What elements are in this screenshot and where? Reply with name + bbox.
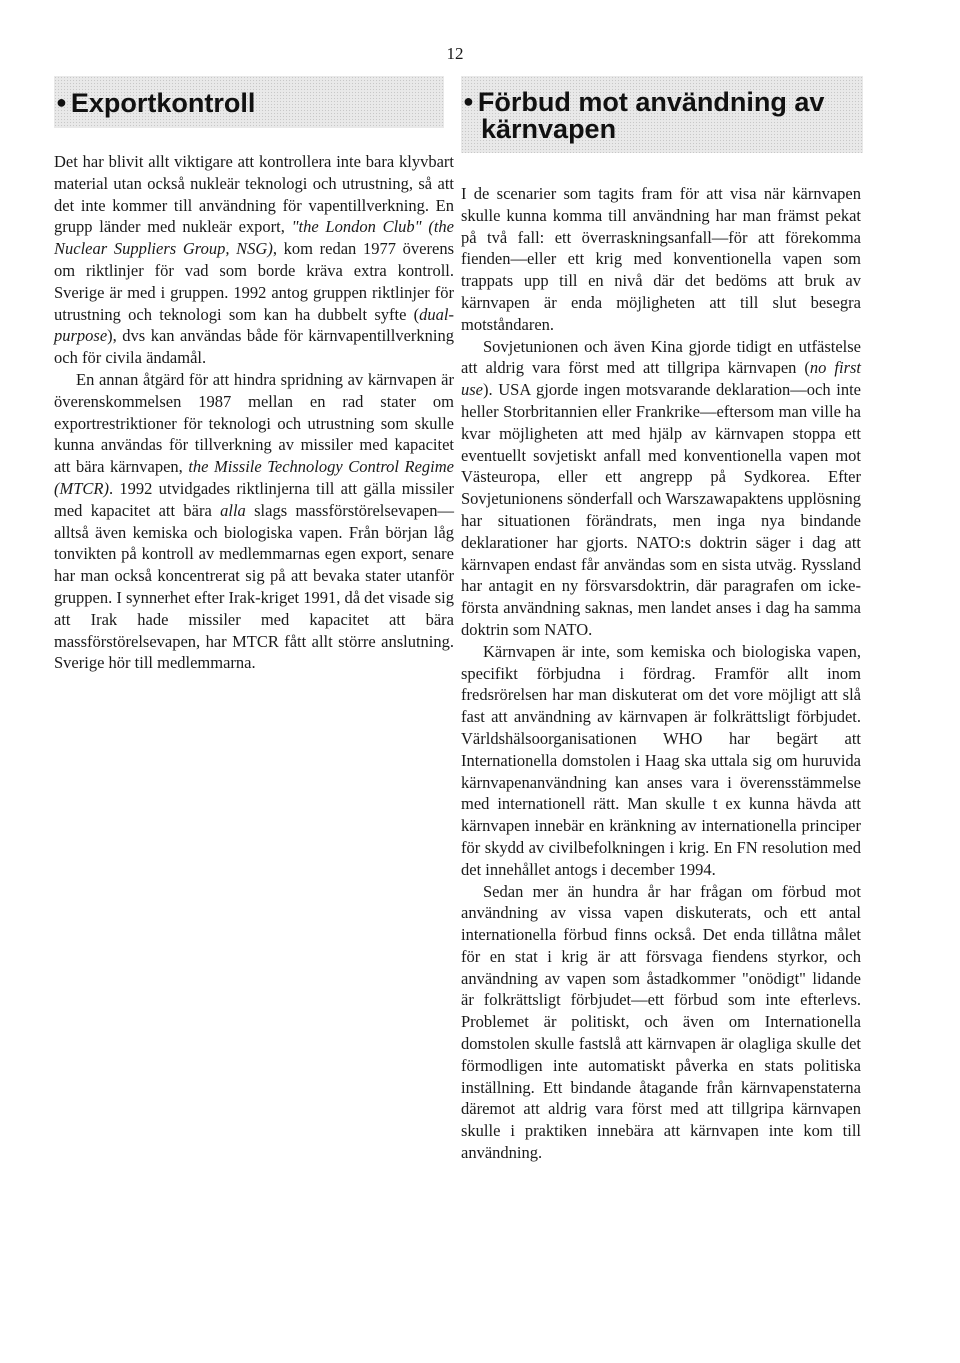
left-column: [54, 76, 454, 674]
text-run: Sovjetunionen och även Kina gjorde tidigt en utfästelse att aldrig vara först med att tillgripa kärnvapen (: [461, 336, 861, 378]
heading-text-line2: kärnvapen: [481, 114, 617, 144]
heading-text-line1: Förbud mot användning av: [477, 87, 825, 117]
text-run: slags massförstörelsevapen—alltså även kemiska och biologiska vapen. Från början låg tonvikten på kontroll av medlemmarnas egen export, senare har man också koncentrerat sig på att bevaka stater utanför gruppen. I synnerhet efter Irak-kriget 1991, då det visade sig att Irak hade missiler med kapacitet att bära massförstörelsevapen, har MTCR fått allt större anslutning. Sverige hör till medlemmarna.: [54, 500, 454, 673]
paragraph: [461, 183, 861, 336]
bullet-icon: ●: [56, 92, 67, 112]
text-run: Det har blivit allt viktigare att kontrollera inte bara klyvbart material utan också nukleär teknologi och utrustning, så att det inte kommer till användning för vapentillverkning. En grupp länder med nukleär export,: [54, 152, 454, 237]
italic-run: "the London Club" (the Nuclear Suppliers Group, NSG): [54, 217, 454, 259]
italic-run: alla: [220, 500, 246, 520]
section-heading-exportkontroll: [54, 76, 444, 128]
text-run: ). USA gjorde ingen motsvarande deklaration—och inte heller Storbritannien eller Frankrike—eftersom man ville ha kvar möjligheten att med hjälp av kärnvapen stoppa ett eventuellt sovjetiskt anfall med konventionella vapen mot Västeuropa, eller ett angrepp på Sydkorea. Efter Sovjetunionens sönderfall och Warszawapaktens upplösning har situationen förändrats, men inga nya bindande deklarationer har gjorts. NATO:s doktrin säger i dag att kärnvapen endast får användas som en sista utväg. Ryssland har antagit en ny försvarsdoktrin, där paragrafen om icke-första användning saknas, men landet anses i dag ha samma doktrin som NATO.: [461, 380, 861, 639]
paragraph: [54, 151, 454, 369]
text-run: . 1992 utvidgades riktlinjerna till att gälla missiler med kapacitet att bära: [54, 478, 454, 520]
italic-run: the Missile Technology Control Regime (MTCR): [54, 457, 454, 498]
italic-run: no first use: [461, 358, 861, 400]
text-run: , kom redan 1977 överens om riktlinjer för vad som borde kräva extra kontroll. Sverige är med i gruppen. 1992 antog gruppen riktlinjer för utrustning och teknologi som kan ha dubbelt syfte (: [54, 239, 454, 324]
right-column: [461, 76, 861, 1164]
text-run: I de scenarier som tagits fram för att visa när kärnvapen skulle kunna komma till användning har man främst pekat på två fall: ett överraskningsanfall—för att förekomma fienden—eller ett krig med konventionella vapen som trappats upp till en nivå där det bedöms att bruk av kärnvapen är enda möjligheten att till slut besegra motståndaren.: [461, 184, 861, 334]
text-run: Kärnvapen är inte, som kemiska och biologiska vapen, specifikt förbjudna i fördrag. Framför allt inom fredsrörelsen har man diskuterat om det vore möjligt att slå fast att användning av kärnvapen är folkrättsligt förbjudet. Världshälsoorganisationen WHO har begärt att Internationella domstolen i Haag ska uttala sig om huruvida kärnvapenanvändning kan anses vara i överensstämmelse med internationell rätt. Man skulle t ex kunna hävda att kärnvapen innebär en kränkning av internationella principer för skydd av civilbefolkningen i krig. En FN resolution med det innehållet antogs i december 1994.: [461, 641, 861, 879]
italic-run: dual-purpose: [54, 304, 454, 346]
text-run: En annan åtgärd för att hindra spridning av kärnvapen är överenskommelsen 1987 mellan en rad stater om exportrestriktioner för teknologi och utrustning som skulle kunna användas för tillverkning av missiler med kapacitet att bära kärnvapen,: [54, 369, 454, 477]
bullet-icon: ●: [463, 91, 474, 111]
paragraph: [461, 336, 861, 641]
paragraph: [461, 881, 861, 1164]
heading-text: Exportkontroll: [70, 88, 256, 118]
text-run: Sedan mer än hundra år har frågan om förbud mot användning av vissa vapen diskuterats, och ett antal internationella förbud finns också. Det enda tillåtna målet för en stat i krig är att försvaga fiendens styrkor, och användning av vapen som åstadkommer "onödigt" lidande är folkrättsligt förbjudet—ett förbud som inte efterlevs. Problemet är politiskt, och även om Internationella domstolen skulle fastslå att kärnvapen är olagliga skulle det förmodligen inte automatiskt påverka en stats politiska inställning. Ett bindande åtagande från kärnvapenstaterna däremot att aldrig vara först med att tillgripa kärnvapen skulle i praktiken innebära att kärnvapen inte kom till användning.: [461, 881, 861, 1163]
section-heading-forbud: [461, 76, 863, 153]
text-run: ), dvs kan användas både för kärnvapentillverkning och för civila ändamål.: [54, 326, 454, 368]
page-number: 12: [446, 44, 464, 63]
paragraph: [54, 369, 454, 674]
paragraph: [461, 641, 861, 881]
